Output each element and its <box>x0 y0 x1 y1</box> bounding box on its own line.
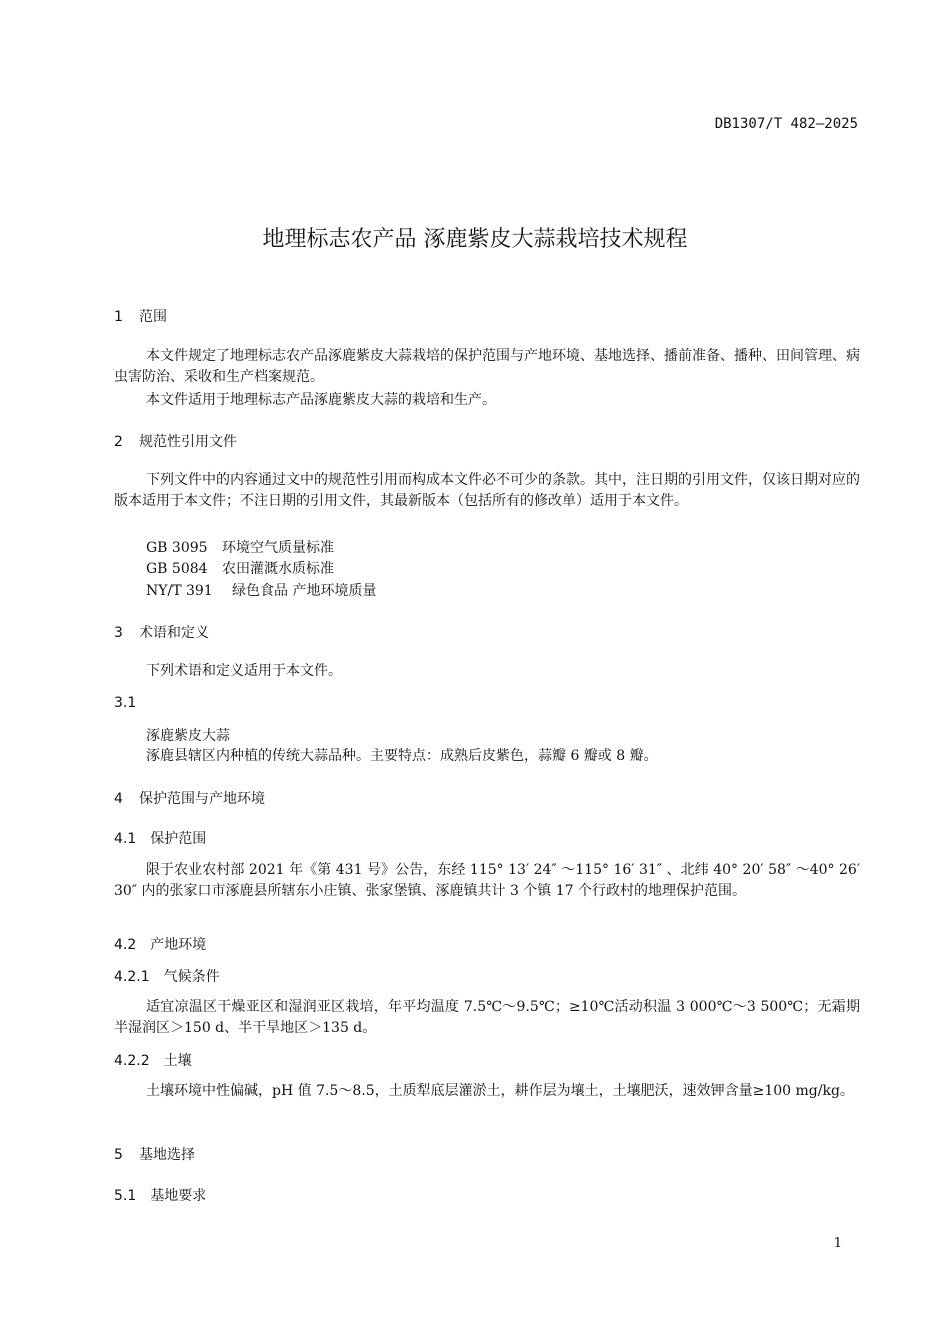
subsection-title: 保护范围 <box>150 831 207 847</box>
term-name: 涿鹿紫皮大蒜 <box>146 728 230 744</box>
terms-paragraph: 下列术语和定义适用于本文件。 <box>146 663 342 679</box>
subsection-title: 气候条件 <box>163 969 220 985</box>
section-1-heading <box>114 306 167 326</box>
reference-name: 绿色食品 产地环境质量 <box>232 583 377 599</box>
term-definition: 涿鹿县辖区内种植的传统大蒜品种。主要特点：成熟后皮紫色，蒜瓣 6 瓣或 8 瓣。 <box>146 748 658 764</box>
section-2-heading <box>114 431 237 451</box>
subsection-4-1-heading <box>114 828 206 848</box>
section-title: 规范性引用文件 <box>139 434 237 450</box>
subsection-4-2-heading <box>114 934 206 954</box>
section-4-heading <box>114 788 265 808</box>
subsection-title: 基地要求 <box>150 1188 207 1204</box>
reference-item <box>146 558 334 578</box>
subsection-number: 4.2 <box>114 937 137 953</box>
subsection-title: 土壤 <box>163 1053 192 1069</box>
references-paragraph: 下列文件中的内容通过文中的规范性引用而构成本文件必不可少的条款。其中，注日期的引用文件，仅该日期对应的版本适用于本文件；不注日期的引用文件，其最新版本（包括所有的修改单）适用于本文件。 <box>114 472 860 509</box>
page-number: 1 <box>833 1236 842 1251</box>
subsection-number: 4.2.2 <box>114 1053 150 1069</box>
document-title: 地理标志农产品 涿鹿紫皮大蒜栽培技术规程 <box>262 227 688 252</box>
subsection-4-2-2-heading <box>114 1050 192 1070</box>
section-title: 基地选择 <box>139 1147 195 1163</box>
term-number: 3.1 <box>114 695 137 711</box>
document-number: DB1307/T 482—2025 <box>714 116 858 132</box>
section-5-heading <box>114 1144 195 1164</box>
subsection-5-1-heading <box>114 1185 206 1205</box>
protection-scope-paragraph: 限于农业农村部 2021 年《第 431 号》公告，东经 115° 13′ 24″ ～115° 16′ 31″ 、北纬 40° 20′ 58″ ～40° 26′ 30″ 内的张家口市涿鹿县所辖东小庄镇、张家堡镇、涿鹿镇共计 3 个镇 17 个行政村的地理保护范围。 <box>114 862 860 899</box>
climate-paragraph: 适宜凉温区干燥亚区和湿润亚区栽培，年平均温度 7.5℃～9.5℃；≥10℃活动积温 3 000℃～3 500℃；无霜期半湿润区＞150 d、半干旱地区＞135 d。 <box>114 999 860 1036</box>
reference-item <box>146 580 376 600</box>
reference-code: GB 3095 <box>146 540 208 556</box>
section-number: 4 <box>114 791 123 807</box>
subsection-4-2-1-heading <box>114 966 220 986</box>
soil-paragraph: 土壤环境中性偏碱，pH 值 7.5～8.5，土质犁底层灌淤土，耕作层为壤土，土壤肥沃，速效钾含量≥100 mg/kg。 <box>146 1083 854 1099</box>
reference-code: GB 5084 <box>146 561 208 577</box>
section-title: 保护范围与产地环境 <box>139 791 265 807</box>
subsection-number: 4.2.1 <box>114 969 150 985</box>
reference-item <box>146 537 334 557</box>
subsection-title: 产地环境 <box>150 937 207 953</box>
section-number: 3 <box>114 625 123 641</box>
section-title: 术语和定义 <box>139 625 209 641</box>
scope-paragraph-2: 本文件适用于地理标志产品涿鹿紫皮大蒜的栽培和生产。 <box>146 392 496 408</box>
section-3-heading <box>114 622 209 642</box>
subsection-number: 4.1 <box>114 831 137 847</box>
reference-code: NY/T 391 <box>146 583 213 599</box>
section-title: 范围 <box>139 309 167 325</box>
reference-name: 农田灌溉水质标准 <box>222 561 334 577</box>
subsection-number: 5.1 <box>114 1188 137 1204</box>
section-number: 5 <box>114 1147 123 1163</box>
scope-paragraph-1: 本文件规定了地理标志农产品涿鹿紫皮大蒜栽培的保护范围与产地环境、基地选择、播前准备、播种、田间管理、病虫害防治、采收和生产档案规范。 <box>114 348 860 385</box>
reference-name: 环境空气质量标准 <box>222 540 334 556</box>
section-number: 1 <box>114 309 123 325</box>
section-number: 2 <box>114 434 123 450</box>
